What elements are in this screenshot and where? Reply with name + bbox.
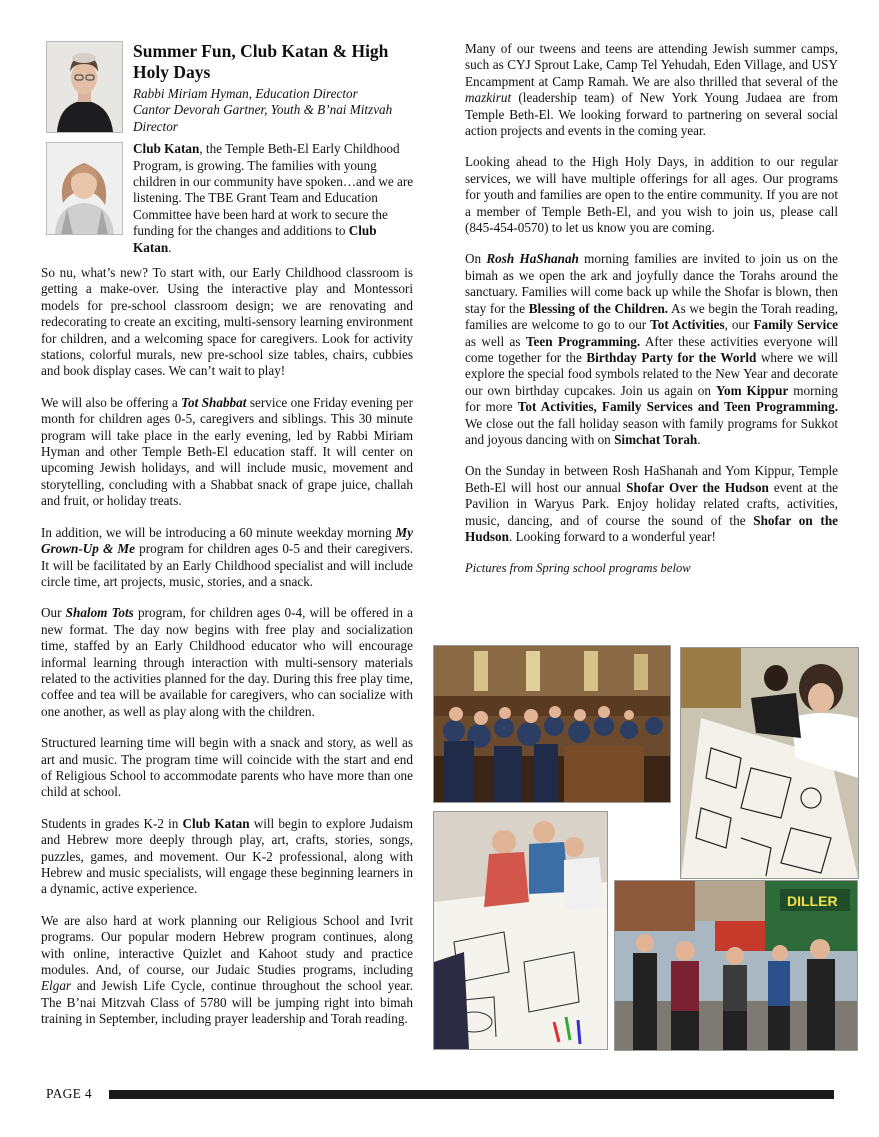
paragraph-shalom-tots: Our Shalom Tots program, for children ages 0-4, will be offered in a new format. The day now begins with free play and socialization time, staffed by an Early Childhood educator who will encourage informal learning through interaction with multi-sensory materials related to the activities planned for the day. During this free play time, coffee and tea will be available for caregivers, who can socialize with one another, as well as play along with the children.: [41, 605, 413, 719]
footer-rule: [109, 1090, 834, 1099]
portrait-rabbi-image: [47, 42, 122, 132]
mural-image: [681, 648, 858, 878]
portrait-cantor-image: [47, 143, 122, 234]
paragraph-religious-school: We are also hard at work planning our Religious School and Ivrit programs. Our popular modern Hebrew program continues, along with online, interactive Quizlet and Kahoot study and practice modules. And, of course, our Judaic Studies programs, including Elgar and Jewish Life Cycle, continue throughout the school year. The B’nai Mitzvah Class of 5780 will be jumping right into bimah training in September, including prayer leadership and Torah reading.: [41, 912, 413, 1027]
paragraph-classroom: So nu, what’s new? To start with, our Early Childhood classroom is getting a make-over. Using the interactive play and Montessori models for pre-school classroom design; we are renovating and redecorating to create an exciting, multi-sensory learning environment for children, and a welcoming space for caregivers. Look for activity stations, colorful murals, new pre-school size tables, chairs, cubbies and book display cases. We can’t wait to play!: [41, 265, 413, 379]
page-number: PAGE 4: [46, 1086, 92, 1101]
street-image: [615, 881, 857, 1050]
kids-drawing-image: [434, 812, 607, 1049]
store-sign-text: DILLER: [787, 893, 838, 909]
photo-sanctuary-families: [433, 645, 671, 803]
paragraph-rosh-hashanah: On Rosh HaShanah morning families are invited to join us on the bimah as we open the ark and joyfully dance the Torahs around the sanctuary. Families will come back up while the Shofar is blown, then stay for the Blessing of the Children. As we begin the Torah reading, families are welcome to go to our Tot Activities, our Family Service as well as Teen Programming. After these activities everyone will come together for the Birthday Party for the World where we will explore the special food symbols related to the New Year and decorate our own birthday cupcakes. Join us again on Yom Kippur morning for more Tot Activities, Family Services and Teen Programming. We close out the fall holiday season with family programs for Sukkot and joyous dancing with on Simchat Torah.: [465, 251, 838, 447]
paragraph-grown-up-me: In addition, we will be introducing a 60 minute weekday morning My Grown-Up & Me program for children ages 0-5 and their caregivers. It will be facilitated by an Early Childhood specialist and will include circle time, art projects, music, stories, and a snack.: [41, 524, 413, 589]
byline-education-director: Rabbi Miriam Hyman, Education Director: [133, 86, 358, 101]
paragraph-structured-learning: Structured learning time will begin with a snack and story, as well as art and music. The program time will coincide with the start and end of Religious School to accommodate parents who have more than one child at school.: [41, 735, 413, 800]
photo-street-event: [614, 880, 858, 1051]
paragraph-summer-camps: Many of our tweens and teens are attending Jewish summer camps, such as CYJ Sprout Lake, Camp Tel Yehudah, Eden Village, and USY Encampment at Camp Ramah. We are also thrilled that several of the mazkirut (leadership team) of New York Young Judaea are from Temple Beth-El. We looking forward to partnering on several social action projects and events in the coming year.: [465, 41, 838, 139]
page-footer: [46, 1086, 836, 1102]
paragraph-k2: Students in grades K-2 in Club Katan will begin to explore Judaism and Hebrew more deeply through play, art, crafts, stories, songs, puzzles, games, and movement. Our K-2 professional, along with Hebrew and music specialists, will engage these beginning learners in a dynamic, active experience.: [41, 815, 414, 897]
photo-mural-painting: [680, 647, 859, 879]
article-title: Summer Fun, Club Katan & High Holy Days: [133, 41, 389, 82]
headshot-cantor-gartner: [46, 142, 123, 235]
intro-paragraph: Club Katan, the Temple Beth-El Early Childhood Program, is growing. The families with young children in our community have spoken…and we are listening. The TBE Grant Team and Education Committee have been hard at work to secure the funding for the changes and additions to Club Katan.: [133, 141, 414, 255]
photos-caption: Pictures from Spring school programs below: [465, 561, 691, 576]
left-column: [41, 265, 413, 1043]
club-katan-bold: Club Katan: [133, 223, 377, 255]
paragraph-high-holy-days: Looking ahead to the High Holy Days, in addition to our regular services, we will have multiple offerings for all ages. Our programs for youth and families are open to the entire community. If you are not a member of Temple Beth-El, and you wish to join us, please call (845-454-0570) to let us know you are coming.: [465, 154, 838, 236]
byline-cantor: Cantor Devorah Gartner, Youth & B’nai Mitzvah Director: [133, 102, 393, 134]
paragraph-tot-shabbat: We will also be offering a Tot Shabbat service one Friday evening per month for children ages 0-5, caregivers and siblings. This 30 minute program will take place in the early evening, led by Rabbi Miriam Hyman and other Temple Beth-El education staff. It will center on upcoming Jewish holidays, and will include music, movement and storytelling, concluding with a Shabbat snack of grape juice, challah and fruit, or holiday treats.: [41, 394, 413, 509]
article-header: [133, 41, 418, 256]
paragraph-shofar-hudson: On the Sunday in between Rosh HaShanah and Yom Kippur, Temple Beth-El will host our annual Shofar Over the Hudson event at the Pavilion in Waryus Park. Enjoy holiday related crafts, activities, music, dancing, and of course the sound of the Shofar on the Hudson. Looking forward to a wonderful year!: [465, 463, 839, 544]
sanctuary-image: [434, 646, 670, 802]
photo-kids-drawing: [433, 811, 608, 1050]
headshot-rabbi-hyman: [46, 41, 123, 133]
right-column: [465, 41, 838, 592]
club-katan-bold: Club Katan: [133, 141, 200, 157]
